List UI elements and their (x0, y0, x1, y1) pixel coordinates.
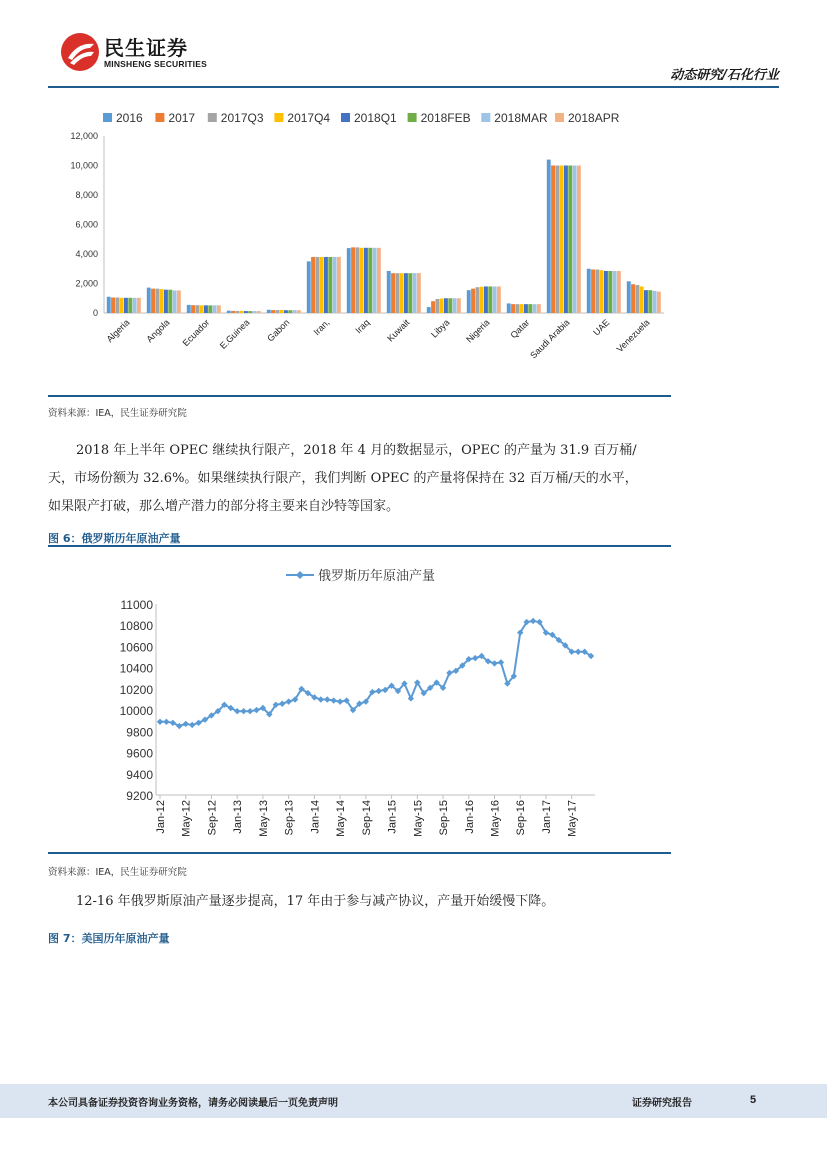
bar-Iran,-2018FEB (328, 257, 332, 313)
bar-Ecuador-2016 (187, 305, 191, 313)
y-tick-label: 4,000 (75, 249, 98, 259)
x-tick-label-Sep-15: Sep-15 (438, 800, 451, 836)
bar-Angola-2018FEB (168, 290, 172, 313)
data-point-marker (446, 670, 452, 676)
y-tick-label: 9600 (126, 746, 153, 761)
bar-UAE-2018MAR (613, 271, 617, 313)
legend-label-2017: 2017 (168, 111, 196, 125)
bar-Gabon-2017Q3 (275, 310, 279, 313)
bar-Venezuela-2018MAR (653, 291, 657, 313)
x-tick-label-Venezuela: Venezuela (614, 317, 652, 355)
bar-Angola-2018Q1 (164, 290, 168, 313)
bar-Saudi Arabia-2018Q1 (564, 166, 568, 314)
bar-Iraq-2017Q3 (355, 247, 359, 313)
bar-Libya-2018Q1 (444, 298, 448, 313)
chart2-bottom-divider (48, 852, 671, 854)
x-tick-label-Jan-12: Jan-12 (155, 800, 167, 834)
russia-production-line-chart (48, 556, 671, 852)
y-tick-label: 12,000 (70, 131, 98, 141)
x-tick-label-May-15: May-15 (412, 800, 425, 837)
x-tick-label-Qatar: Qatar (508, 317, 532, 341)
bar-Nigeria-2018MAR (493, 286, 497, 313)
data-point-marker (157, 719, 163, 725)
y-tick-label: 10800 (119, 619, 153, 634)
legend-label-2017Q4: 2017Q4 (287, 111, 331, 125)
legend-swatch-2018Q1 (341, 113, 350, 122)
bar-Qatar-2017Q3 (515, 304, 519, 313)
y-tick-label: 9200 (126, 789, 153, 803)
data-point-marker (285, 698, 291, 704)
legend-diamond-marker (296, 571, 304, 579)
bar-Kuwait-2017Q4 (400, 273, 404, 313)
bar-Nigeria-2017Q4 (480, 287, 484, 313)
data-point-marker (163, 719, 169, 725)
bar-Qatar-2018Q1 (524, 304, 528, 313)
legend-label-2018MAR: 2018MAR (494, 111, 548, 125)
bar-Iraq-2018APR (377, 248, 381, 313)
bar-Qatar-2018APR (537, 304, 541, 313)
bar-Iraq-2016 (347, 248, 351, 313)
x-tick-label-May-17: May-17 (566, 800, 579, 837)
page-footer (0, 1084, 827, 1118)
x-tick-label-Kuwait: Kuwait (385, 317, 412, 344)
bar-Algeria-2018MAR (133, 298, 137, 313)
data-point-marker (472, 655, 478, 661)
x-tick-label-E.Guinea: E.Guinea (217, 317, 252, 351)
bar-E.Guinea-2018APR (257, 311, 261, 313)
bar-Venezuela-2016 (627, 281, 631, 313)
bar-Nigeria-2018Q1 (484, 286, 488, 313)
bar-Libya-2017Q3 (435, 299, 439, 313)
bar-Nigeria-2017 (471, 289, 475, 313)
data-point-marker (318, 696, 324, 702)
bar-Iraq-2017 (351, 247, 355, 313)
bar-Ecuador-2018Q1 (204, 305, 208, 313)
company-logo (60, 32, 220, 72)
y-tick-label: 10200 (119, 682, 153, 697)
bar-Kuwait-2018Q1 (404, 273, 408, 313)
x-tick-label-Sep-13: Sep-13 (283, 800, 296, 836)
y-tick-label: 10600 (119, 640, 153, 655)
bar-Angola-2017 (151, 289, 155, 313)
bar-Kuwait-2018FEB (408, 273, 412, 313)
logo-text-en: MINSHENG SECURITIES (104, 59, 207, 69)
bar-Saudi Arabia-2018APR (577, 166, 581, 314)
bar-Iran,-2017Q3 (315, 257, 319, 313)
bar-Algeria-2018FEB (128, 298, 132, 313)
bar-Venezuela-2017 (631, 284, 635, 313)
data-point-marker (324, 696, 330, 702)
bar-Ecuador-2017Q3 (195, 305, 199, 313)
bar-Nigeria-2018APR (497, 286, 501, 313)
bar-Gabon-2017 (271, 310, 275, 313)
x-tick-label-Sep-16: Sep-16 (515, 800, 528, 836)
bar-Qatar-2016 (507, 303, 511, 313)
x-tick-label-Ecuador: Ecuador (180, 317, 212, 349)
figure-6-title: 图 6：俄罗斯历年原油产量 (48, 532, 181, 545)
bar-Algeria-2017Q4 (120, 298, 124, 313)
bar-UAE-2018FEB (608, 271, 612, 313)
legend-swatch-2017 (155, 113, 164, 122)
bar-Libya-2018FEB (448, 298, 452, 313)
y-tick-label: 8,000 (75, 190, 98, 200)
data-point-marker (247, 708, 253, 714)
series-line (160, 621, 591, 726)
data-point-marker (575, 649, 581, 655)
x-tick-label-May-14: May-14 (335, 800, 348, 837)
x-tick-label-Jan-17: Jan-17 (540, 800, 553, 834)
bar-Gabon-2017Q4 (280, 310, 284, 313)
bar-Iraq-2017Q4 (360, 248, 364, 313)
bar-E.Guinea-2018FEB (248, 311, 252, 313)
bar-Iraq-2018Q1 (364, 248, 368, 313)
data-point-marker (279, 701, 285, 707)
legend-swatch-2017Q3 (208, 113, 217, 122)
bar-Nigeria-2018FEB (488, 286, 492, 313)
bar-Saudi Arabia-2016 (547, 160, 551, 313)
legend-label-2016: 2016 (116, 111, 143, 125)
bar-Kuwait-2018MAR (413, 273, 417, 313)
bar-Angola-2017Q4 (160, 289, 164, 313)
bar-Ecuador-2018FEB (208, 305, 212, 313)
footer-report-type: 证券研究报告 (632, 1098, 692, 1109)
data-point-marker (337, 698, 343, 704)
bar-Kuwait-2016 (387, 271, 391, 313)
bar-Iraq-2018MAR (373, 248, 377, 313)
bar-UAE-2017Q3 (595, 269, 599, 313)
legend-label-2018Q1: 2018Q1 (354, 111, 397, 125)
body-paragraph-1: 2018 年上半年 OPEC 继续执行限产，2018 年 4 月的数据显示，OPEC 的产量为 31.9 百万桶/天，市场份额为 32.6%。如果继续执行限产，我们判断 OPEC 的产量将保持在 32 百万桶/天的水平，如果限产打破，那么增产潜力的部分将主要来自沙特等国家。 (48, 443, 638, 514)
data-point-marker (234, 708, 240, 714)
bar-Ecuador-2018APR (217, 305, 221, 313)
y-tick-label: 10000 (119, 704, 153, 719)
bar-Ecuador-2018MAR (213, 305, 217, 313)
bar-Libya-2017 (431, 301, 435, 313)
bar-Qatar-2017 (511, 304, 515, 313)
data-point-marker (253, 707, 259, 713)
data-point-marker (498, 659, 504, 665)
bar-Iran,-2017 (311, 257, 315, 313)
legend-swatch-2018APR (555, 113, 564, 122)
bar-E.Guinea-2017 (231, 311, 235, 313)
legend-swatch-2016 (103, 113, 112, 122)
bar-Ecuador-2017Q4 (200, 305, 204, 313)
bar-Kuwait-2017Q3 (395, 273, 399, 313)
bar-UAE-2016 (587, 269, 591, 313)
minsheng-logo-icon (60, 32, 100, 72)
body-paragraph-2: 12-16 年俄罗斯原油产量逐步提高，17 年由于参与减产协议，产量开始缓慢下降。 (76, 894, 555, 909)
x-tick-label-Sep-14: Sep-14 (360, 800, 373, 836)
x-tick-label-May-12: May-12 (180, 800, 193, 837)
page-number: 5 (750, 1094, 757, 1106)
y-tick-label: 9400 (126, 767, 153, 782)
bar-E.Guinea-2018Q1 (244, 311, 248, 313)
x-tick-label-Gabon: Gabon (265, 317, 292, 344)
bar-Algeria-2017 (111, 298, 115, 313)
bar-Libya-2017Q4 (440, 299, 444, 313)
opec-production-bar-chart (48, 100, 671, 396)
data-point-marker (195, 720, 201, 726)
bar-Venezuela-2017Q4 (640, 286, 644, 313)
data-point-marker (530, 618, 536, 624)
data-point-marker (240, 708, 246, 714)
bar-Libya-2018APR (457, 298, 461, 313)
bar-Venezuela-2018FEB (648, 290, 652, 313)
bar-Ecuador-2017 (191, 305, 195, 313)
section-label: 动态研究/石化行业 (670, 68, 779, 83)
y-tick-label: 11000 (120, 598, 153, 612)
bar-Angola-2018APR (177, 290, 181, 313)
bar-Algeria-2018Q1 (124, 298, 128, 313)
bar-Algeria-2018APR (137, 298, 141, 313)
x-tick-label-Jan-15: Jan-15 (386, 800, 399, 834)
bar-Gabon-2018Q1 (284, 310, 288, 313)
figure6-title-divider (48, 545, 671, 547)
bar-UAE-2017 (591, 269, 595, 313)
x-tick-label-Angola: Angola (144, 317, 172, 345)
bar-Iran,-2018Q1 (324, 257, 328, 313)
figure-7-title: 图 7：美国历年原油产量 (48, 932, 170, 945)
bar-Saudi Arabia-2017Q4 (560, 166, 564, 314)
data-point-marker (183, 721, 189, 727)
bar-Qatar-2018MAR (533, 304, 537, 313)
bar-Iran,-2018MAR (333, 257, 337, 313)
bar-Iran,-2017Q4 (320, 257, 324, 313)
bar-E.Guinea-2016 (227, 311, 231, 313)
bar-Venezuela-2018APR (657, 292, 661, 313)
bar-Angola-2018MAR (173, 290, 177, 313)
logo-text-cn: 民生证券 (104, 36, 188, 60)
x-tick-label-May-13: May-13 (257, 800, 270, 837)
bar-Kuwait-2018APR (417, 273, 421, 313)
bar-Algeria-2016 (107, 297, 111, 313)
bar-Qatar-2018FEB (528, 304, 532, 313)
legend-swatch-2017Q4 (274, 113, 283, 122)
bar-E.Guinea-2017Q4 (240, 311, 244, 313)
legend-label-2017Q3: 2017Q3 (220, 111, 264, 125)
bar-Kuwait-2017 (391, 273, 395, 313)
legend-swatch-2018FEB (408, 113, 417, 122)
chart-title-legend: 俄罗斯历年原油产量 (318, 568, 436, 583)
bar-Gabon-2016 (267, 310, 271, 313)
data-point-marker (228, 705, 234, 711)
bar-Saudi Arabia-2017 (551, 166, 555, 314)
bar-Angola-2016 (147, 288, 151, 313)
bar-Saudi Arabia-2018FEB (568, 166, 572, 314)
x-tick-label-Nigeria: Nigeria (464, 317, 492, 345)
y-tick-label: 10400 (119, 661, 153, 676)
chart1-bottom-divider (48, 395, 671, 397)
bar-Iran,-2018APR (337, 257, 341, 313)
x-tick-label-Jan-14: Jan-14 (309, 800, 322, 834)
bar-UAE-2018APR (617, 271, 621, 313)
bar-Algeria-2017Q3 (115, 298, 119, 313)
data-point-marker (189, 722, 195, 728)
footer-disclaimer: 本公司具备证券投资咨询业务资格，请务必阅读最后一页免责声明 (48, 1098, 338, 1109)
bar-Saudi Arabia-2017Q3 (555, 166, 559, 314)
x-tick-label-Libya: Libya (429, 317, 452, 340)
bar-Gabon-2018FEB (288, 310, 292, 313)
data-point-marker (491, 660, 497, 666)
x-tick-label-Iraq: Iraq (353, 317, 372, 336)
bar-E.Guinea-2018MAR (253, 311, 257, 313)
y-tick-label: 6,000 (75, 219, 98, 230)
x-tick-label-Iran,: Iran, (311, 317, 332, 338)
bar-Nigeria-2017Q3 (475, 287, 479, 313)
bar-Iran,-2016 (307, 261, 311, 313)
bar-Venezuela-2017Q3 (635, 285, 639, 313)
x-tick-label-Sep-12: Sep-12 (206, 800, 219, 836)
legend-label-2018FEB: 2018FEB (420, 111, 471, 125)
x-tick-label-May-16: May-16 (489, 800, 502, 837)
data-point-marker (170, 720, 176, 726)
bar-Libya-2018MAR (453, 298, 457, 313)
bar-Libya-2016 (427, 307, 431, 313)
legend-swatch-2018MAR (481, 113, 490, 122)
bar-UAE-2018Q1 (604, 271, 608, 313)
bar-Gabon-2018APR (297, 310, 301, 313)
chart1-source: 资料来源：IEA，民生证券研究院 (48, 408, 187, 419)
legend-label-2018APR: 2018APR (568, 111, 620, 125)
data-point-marker (408, 695, 414, 701)
bar-UAE-2017Q4 (600, 270, 604, 313)
bar-Nigeria-2016 (467, 290, 471, 313)
bar-Iraq-2018FEB (368, 248, 372, 313)
x-tick-label-Algeria: Algeria (104, 317, 132, 345)
x-tick-label-UAE: UAE (591, 317, 612, 338)
bar-Saudi Arabia-2018MAR (573, 166, 577, 314)
x-tick-label-Saudi Arabia: Saudi Arabia (528, 317, 572, 361)
y-tick-label: 10,000 (70, 160, 98, 171)
y-tick-label: 0 (92, 308, 98, 318)
bar-Angola-2017Q3 (155, 289, 159, 313)
y-tick-label: 2,000 (75, 278, 98, 289)
bar-E.Guinea-2017Q3 (235, 311, 239, 313)
data-point-marker (330, 697, 336, 703)
bar-Venezuela-2018Q1 (644, 290, 648, 313)
x-tick-label-Jan-16: Jan-16 (463, 800, 476, 834)
bar-Qatar-2017Q4 (520, 304, 524, 313)
bar-Gabon-2018MAR (293, 310, 297, 313)
header-divider (48, 86, 779, 88)
x-tick-label-Jan-13: Jan-13 (232, 800, 245, 834)
data-point-marker (376, 688, 382, 694)
chart2-source: 资料来源：IEA，民生证券研究院 (48, 867, 187, 878)
y-tick-label: 9800 (126, 725, 153, 740)
